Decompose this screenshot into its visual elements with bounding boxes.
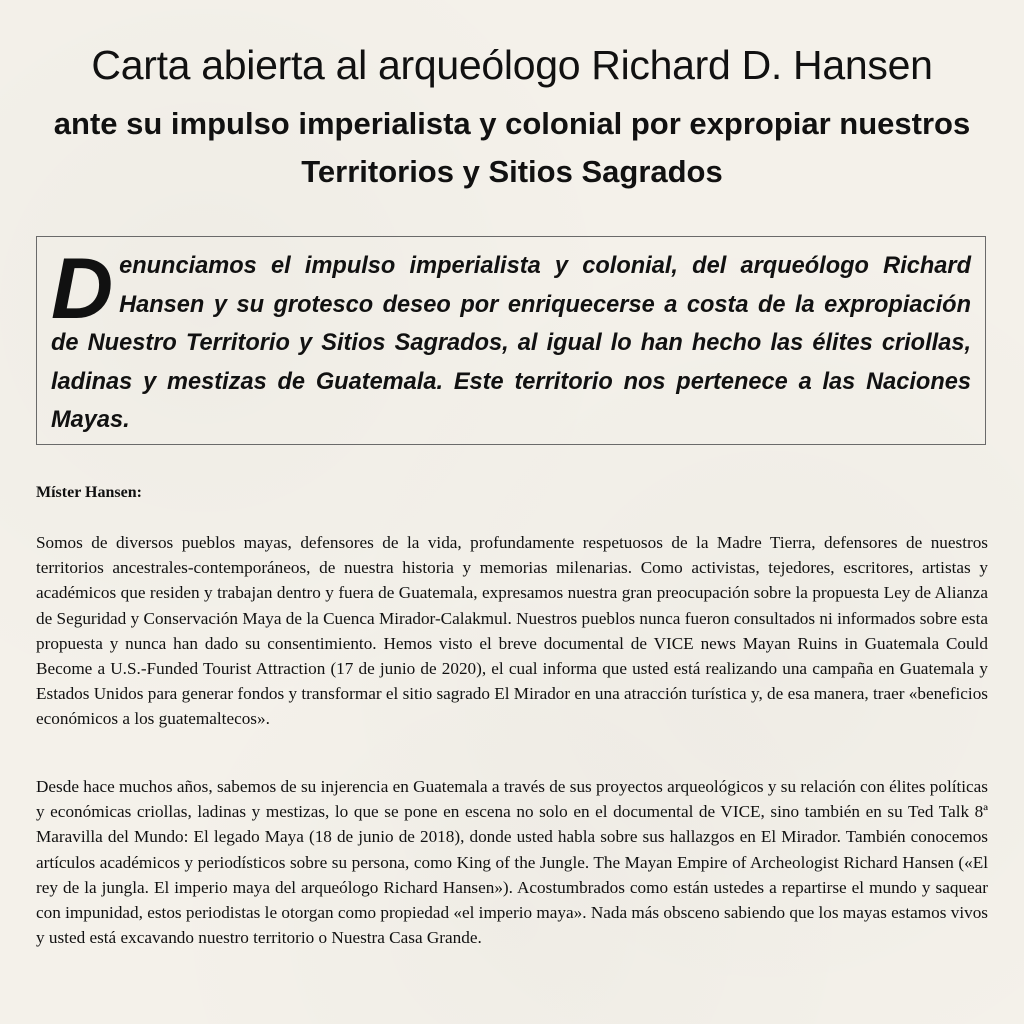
letter-paragraph-1: Somos de diversos pueblos mayas, defensores de la vida, profundamente respetuosos de la Madre Tierra, defensores de nuestros territorios ancestrales-contemporáneos, de nuestra historia y memorias milenarias. Como activistas, tejedores, escritores, artistas y académicos que residen y trabajan dentro y fuera de Guatemala, expresamos nuestra gran preocupación sobre la propuesta Ley de Alianza de Seguridad y Conservación Maya de la Cuenca Mirador-Calakmul. Nuestros pueblos nunca fueron consultados ni informados sobre esta propuesta y nunca han dado su consentimiento. Hemos visto el breve documental de VICE news Mayan Ruins in Guatemala Could Become a U.S.-Funded Tourist Attraction (17 de junio de 2020), el cual informa que usted está realizando una campaña en Guatemala y Estados Unidos para generar fondos y transformar el sitio sagrado El Mirador en una atracción turística y, de esa manera, traer «beneficios económicos a los guatemaltecos».: [36, 533, 988, 729]
salutation: Míster Hansen:: [36, 484, 142, 501]
drop-cap: D: [51, 241, 114, 337]
page-subtitle: ante su impulso imperialista y colonial por expropiar nuestros Territorios y Sitios Sagrados: [53, 106, 971, 189]
callout-text: enunciamos el impulso imperialista y colonial, del arqueólogo Richard Hansen y su grotesco deseo por enriquecerse a costa de la expropiación de Nuestro Territorio y Sitios Sagrados, al igual lo han hecho las élites criollas, ladinas y mestizas de Guatemala. Este territorio nos pertenece a las Naciones Mayas.: [51, 253, 971, 433]
denunciation-callout: [36, 236, 986, 445]
page-title: Carta abierta al arqueólogo Richard D. Hansen: [91, 42, 933, 88]
letter-paragraph-2: Desde hace muchos años, sabemos de su injerencia en Guatemala a través de sus proyectos arqueológicos y su relación con élites políticas y económicas criollas, ladinas y mestizas, lo que se pone en escena no solo en el documental de VICE, sino también en su Ted Talk 8ª Maravilla del Mundo: El legado Maya (18 de junio de 2018), donde usted habla sobre sus hallazgos en El Mirador. También conocemos artículos académicos y periodísticos sobre su persona, como King of the Jungle. The Mayan Empire of Archeologist Richard Hansen («El rey de la jungla. El imperio maya del arqueólogo Richard Hansen»). Acostumbrados como están ustedes a repartirse el mundo y saquear con impunidad, estos periodistas le otorgan como propiedad «el imperio maya». Nada más obsceno sabiendo que los mayas estamos vivos y usted está excavando nuestro territorio o Nuestra Casa Grande.: [36, 777, 988, 948]
